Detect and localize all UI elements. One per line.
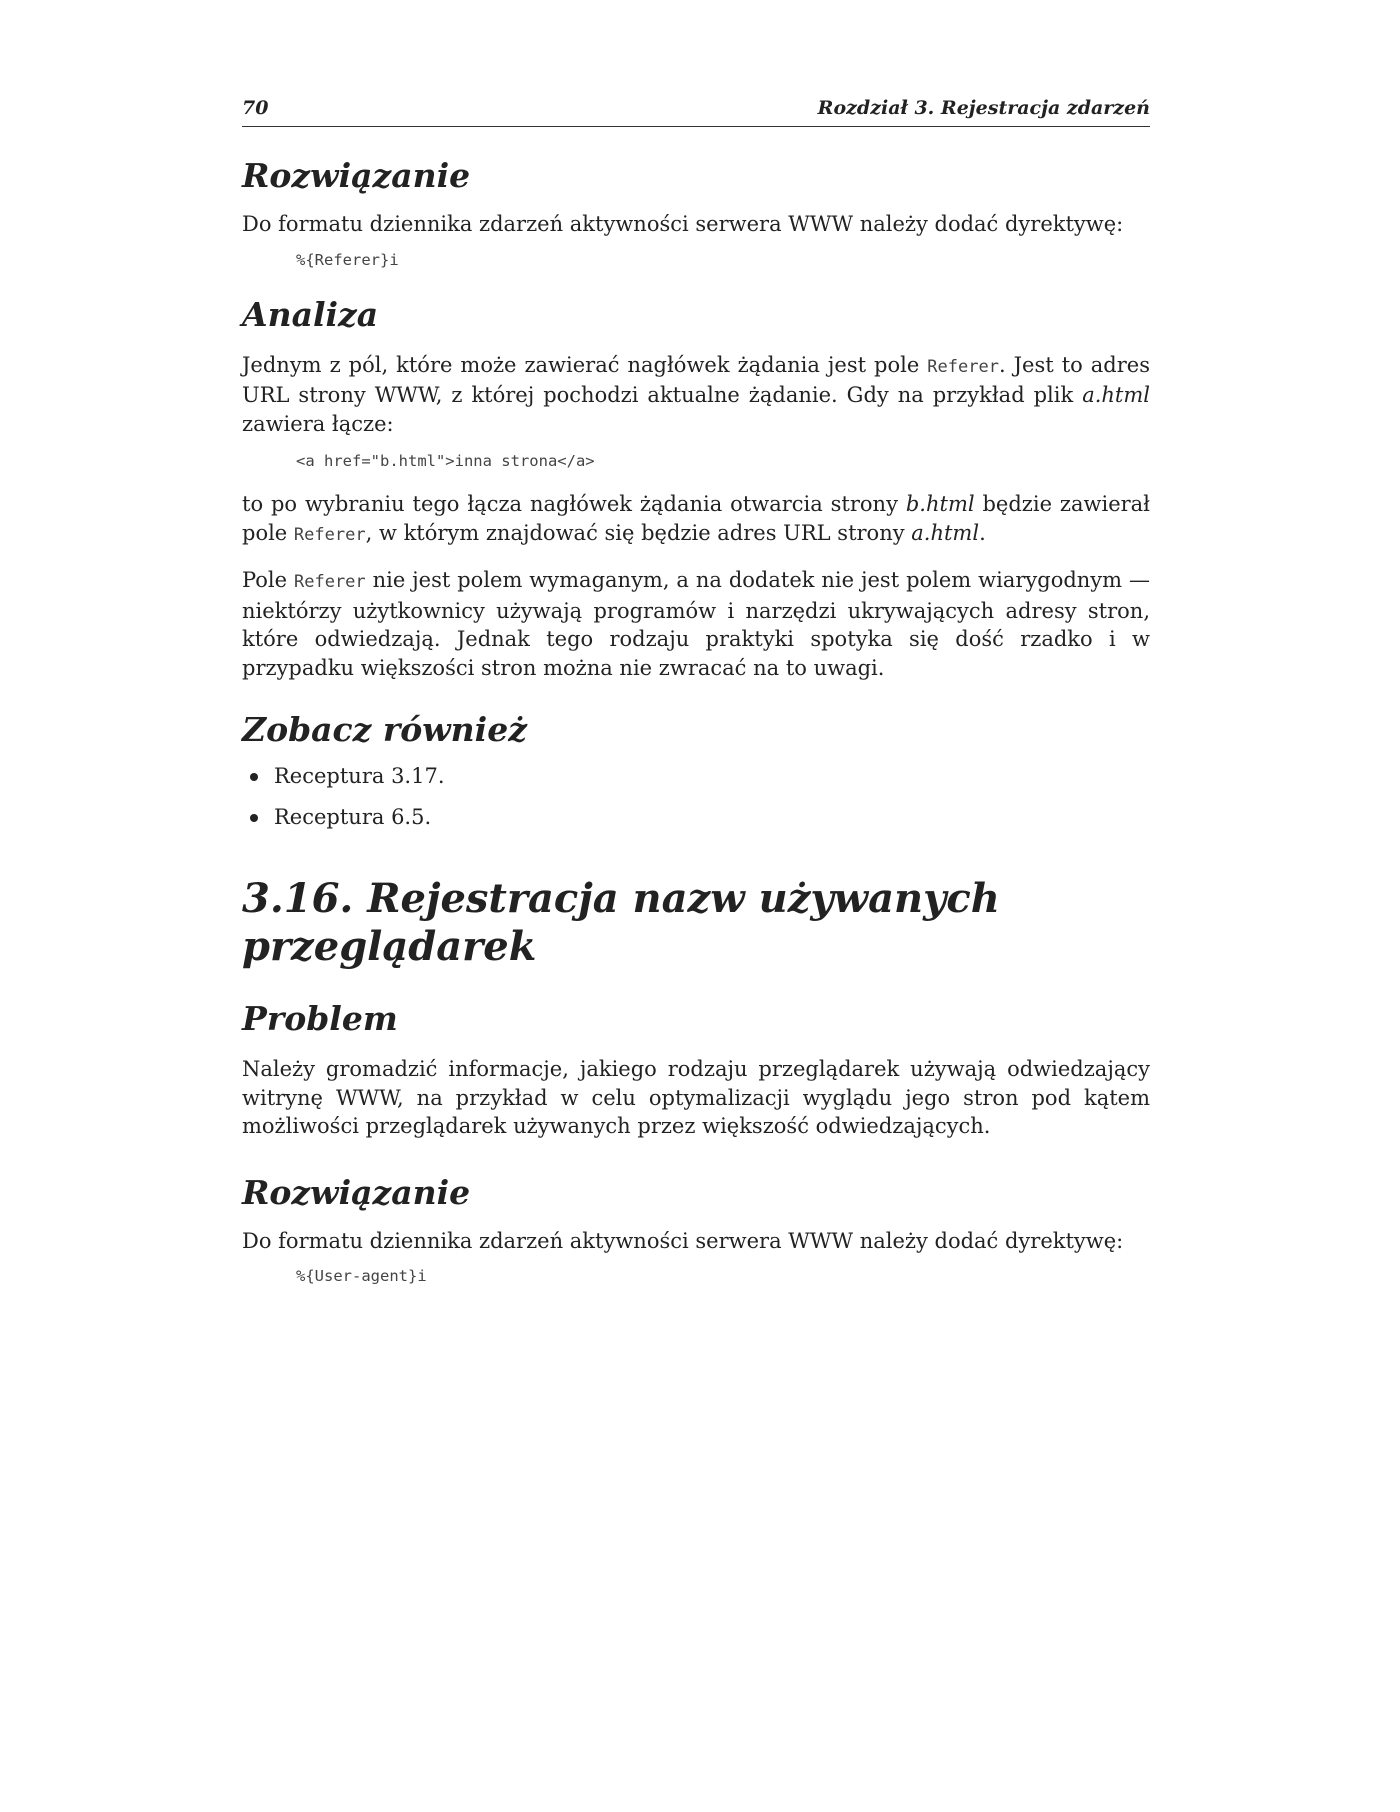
section-heading-problem: Problem <box>242 999 398 1038</box>
filename-a-html: a.html <box>1082 383 1150 407</box>
solution-paragraph-2: Do formatu dziennika zdarzeń aktywności serwera WWW należy dodać dyrektywę: <box>242 1228 1124 1253</box>
analysis-paragraph-1 <box>242 351 1150 439</box>
book-page <box>242 96 1150 1287</box>
text-run: . <box>979 520 986 545</box>
code-referer-directive: %{Referer}i <box>296 250 399 269</box>
text-run: zawiera łącze: <box>242 411 394 436</box>
text-run: . Jest to adres URL strony WWW, z której pochodzi aktualne żądanie. Gdy na przykład plik <box>242 352 1150 407</box>
section-heading-see-also: Zobacz również <box>242 710 527 749</box>
list-item <box>242 803 1150 832</box>
running-header <box>242 96 1150 127</box>
text-run: nie jest polem wymaganym, a na dodatek nie jest polem wiarygodnym — niektórzy użytkownicy używają programów i narzędzi ukrywających adresy stron, które odwiedzają. Jednak tego rodzaju praktyki spotyka się dość rzadko i w przypadku większości stron można nie zwracać na to uwagi. <box>242 568 1150 680</box>
analysis-paragraph-2 <box>242 490 1150 549</box>
inline-code-referer: Referer <box>293 524 366 545</box>
solution-paragraph: Do formatu dziennika zdarzeń aktywności serwera WWW należy dodać dyrektywę: <box>242 212 1124 236</box>
inline-code-referer: Referer <box>927 356 999 377</box>
bullet-icon <box>250 814 258 822</box>
see-also-list <box>242 762 1150 831</box>
chapter-title: Rozdział 3. Rejestracja zdarzeń <box>817 97 1150 119</box>
text-run: to po wybraniu tego łącza nagłówek żądania otwarcia strony <box>242 492 906 516</box>
text-run: Jednym z pól, które może zawierać nagłówek żądania jest pole <box>242 352 928 377</box>
code-html-link: <a href="b.html">inna strona</a> <box>296 452 595 470</box>
section-heading-solution: Rozwiązanie <box>242 156 471 195</box>
filename-a-html: a.html <box>911 520 980 545</box>
analysis-paragraph-3 <box>242 566 1150 682</box>
section-heading-solution-2: Rozwiązanie <box>242 1172 471 1212</box>
text-run: będzie zawierał pole <box>242 492 1150 545</box>
text-run: , w którym znajdować się będzie adres URL strony <box>365 520 912 545</box>
bullet-icon <box>250 773 258 781</box>
list-item-label: Receptura 6.5. <box>274 804 432 829</box>
filename-b-html: b.html <box>905 492 975 516</box>
code-user-agent-directive: %{User-agent}i <box>296 1267 427 1285</box>
list-item-label: Receptura 3.17. <box>274 764 445 788</box>
recipe-title: 3.16. Rejestracja nazw używanych przeglądarek <box>242 875 1000 970</box>
inline-code-referer: Referer <box>294 572 366 592</box>
page-number: 70 <box>242 97 269 119</box>
list-item <box>242 762 1150 791</box>
problem-paragraph: Należy gromadzić informacje, jakiego rodzaju przeglądarek używają odwiedzający witrynę WWW, na przykład w celu optymalizacji wyglądu jego stron pod kątem możliwości przeglądarek używanych przez większość odwiedzających. <box>242 1057 1150 1138</box>
text-run: Pole <box>242 568 294 592</box>
section-heading-analysis: Analiza <box>242 294 379 334</box>
